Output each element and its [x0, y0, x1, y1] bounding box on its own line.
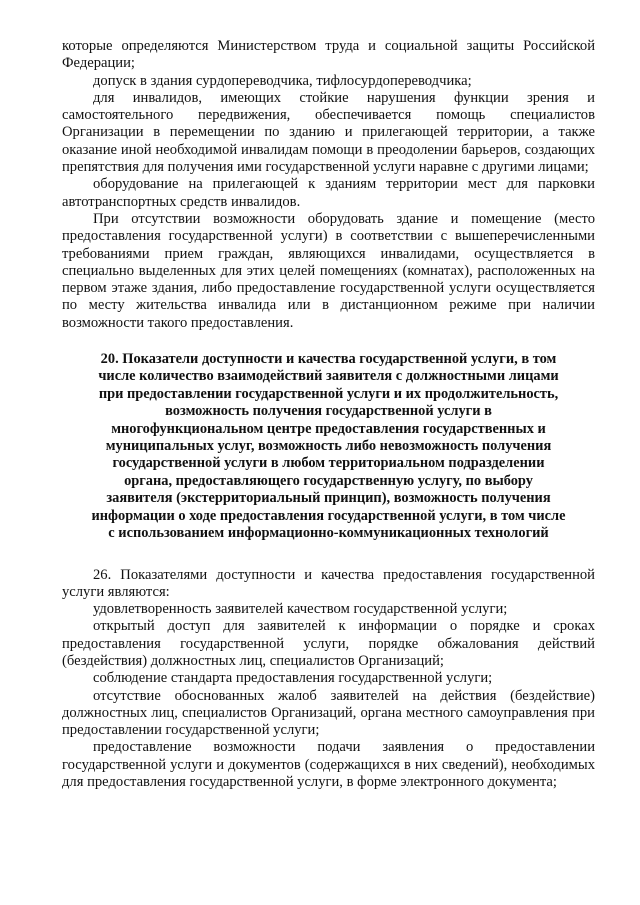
paragraph: соблюдение стандарта предоставления государственной услуги; — [93, 670, 493, 687]
paragraph: открытый доступ для заявителей к информации о порядке и сроках предоставления государственной услуги, порядке обжалования действий (бездействия) должностных лиц, специалистов Организаций; — [62, 618, 595, 669]
paragraph: для инвалидов, имеющих стойкие нарушения функции зрения и самостоятельного передвижения, обеспечивается помощь специалистов Организации в перемещении по зданию и прилегающей территории, а также оказание иной необходимой инвалидам помощи в преодолении барьеров, создающих препятствия для получения ими государственной услуги наравне с другими лицами; — [62, 89, 595, 176]
paragraph: допуск в здания сурдопереводчика, тифлосурдопереводчика; — [93, 72, 472, 89]
document-page — [62, 38, 595, 791]
paragraph: предоставление возможности подачи заявления о предоставлении государственной услуги и документов (содержащихся в них сведений), необходимых для предоставления государственной услуги, в форме электронного документа; — [62, 739, 595, 791]
paragraph: которые определяются Министерством труда и социальной защиты Российской Федерации; — [62, 38, 595, 72]
section-heading: 20. Показатели доступности и качества государственной услуги, в том числе количество взаимодействий заявителя с должностными лицами при предоставлении государственной услуги и их продолжительность, возможность получения государственной услуги в многофункциональном центре предоставления государственных и муниципальных услуг, возможность либо невозможность получения государственной услуги в любом территориальном подразделении органа, предоставляющего государственную услугу, по выбору заявителя (экстерриториальный принцип), возможность получения информации о ходе предоставления государственной услуги, в том числе с использованием информационно-коммуникационных технологий — [91, 351, 566, 542]
paragraph: отсутствие обоснованных жалоб заявителей на действия (бездействие) должностных лиц, специалистов Организаций, органа местного самоуправления при предоставлении государственной услуги; — [62, 687, 595, 739]
paragraph: удовлетворенность заявителей качеством государственной услуги; — [93, 601, 508, 618]
paragraph: При отсутствии возможности оборудовать здание и помещение (место предоставления государственной услуги) в соответствии с вышеперечисленными требованиями прием граждан, являющихся инвалидами, осуществляется в специально выделенных для этих целей помещениях (комнатах), расположенных на первом этаже здания, либо предоставление государственной услуги осуществляется по месту жительства инвалида или в дистанционном режиме при наличии возможности такого предоставления. — [62, 210, 595, 331]
paragraph: оборудование на прилегающей к зданиям территории мест для парковки автотранспортных средств инвалидов. — [62, 176, 595, 210]
spacer — [62, 543, 595, 567]
paragraph: 26. Показателями доступности и качества предоставления государственной услуги являются: — [62, 566, 595, 600]
